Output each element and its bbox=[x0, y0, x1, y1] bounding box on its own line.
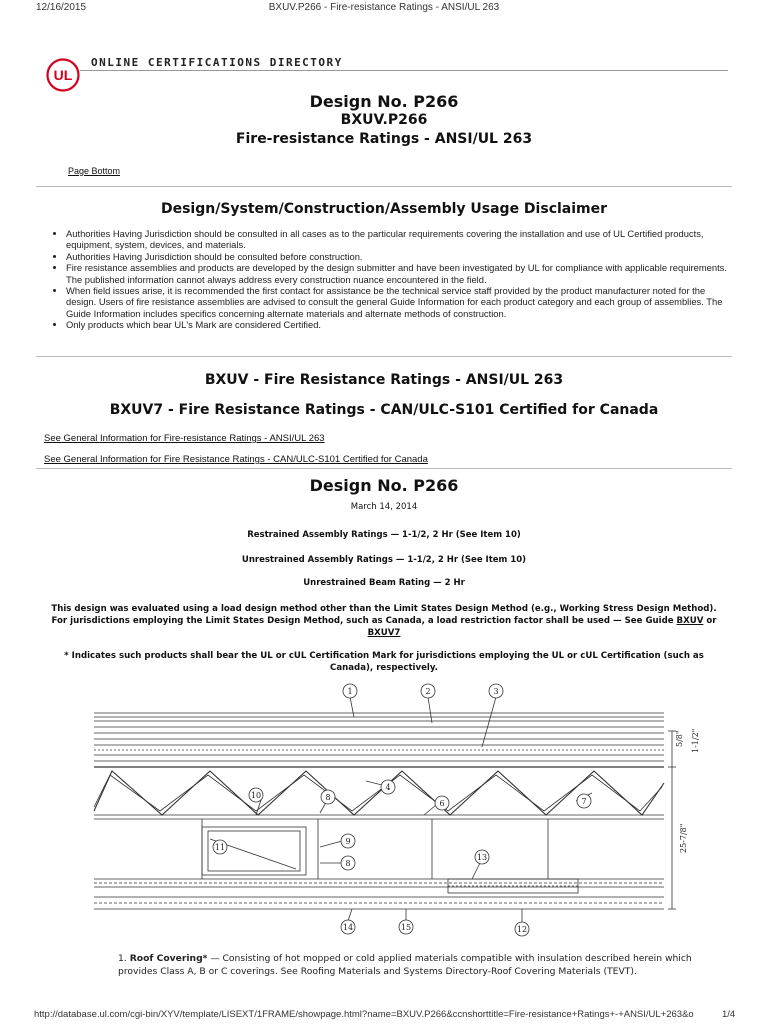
print-page-title: BXUV.P266 - Fire-resistance Ratings - ANSI/UL 263 bbox=[268, 2, 500, 13]
item-description: — Consisting of hot mopped or cold applied materials compatible with insulation described herein which provides Class A, B or C coverings. See Roofing Materials and Systems Directory-Roof Covering Materials (TEVT). bbox=[118, 953, 692, 977]
callout-label: 6 bbox=[439, 799, 445, 808]
item-number: 1. bbox=[118, 953, 127, 964]
disclaimer-item: • Authorities Having Jurisdiction should be consulted before construction. bbox=[66, 251, 738, 262]
unrestrained-rating: Unrestrained Assembly Ratings — 1-1/2, 2 Hr (See Item 10) bbox=[241, 555, 527, 565]
callout-label: 15 bbox=[400, 923, 412, 932]
ratings-subtitle: Fire-resistance Ratings - ANSI/UL 263 bbox=[235, 131, 533, 147]
callout-label: 4 bbox=[385, 783, 391, 792]
assembly-drawing bbox=[92, 683, 722, 943]
callout-label: 11 bbox=[214, 843, 226, 852]
callout-label: 9 bbox=[345, 837, 351, 846]
ul-logo-text: UL bbox=[53, 67, 73, 83]
page-title: Design No. P266 bbox=[309, 92, 459, 111]
item-name: Roof Covering* bbox=[129, 953, 208, 964]
print-url: http://database.ul.com/cgi-bin/XYV/template/LISEXT/1FRAME/showpage.html?name=BXUV.P266&ccnshorttitle=Fire-resistance+Ratings+-+ANSI/UL+263&o bbox=[34, 1009, 694, 1020]
dimension-label: 25-7/8" bbox=[679, 823, 688, 853]
category-heading-bxuv: BXUV - Fire Resistance Ratings - ANSI/UL 263 bbox=[204, 372, 564, 388]
disclaimer-item: • Only products which bear UL's Mark are considered Certified. bbox=[66, 319, 738, 330]
callout-label: 2 bbox=[425, 687, 431, 696]
dimension-label: 1-1/2" bbox=[691, 728, 700, 753]
or-text: or bbox=[706, 616, 717, 626]
design-title: Design No. P266 bbox=[309, 476, 459, 495]
disclaimer-item: • Fire resistance assemblies and products are developed by the design submitter and have been investigated by UL for compliance with applicable requirements. The published information cannot always address every construction nuance encountered in the field. bbox=[66, 262, 738, 285]
divider bbox=[36, 468, 732, 469]
design-code: BXUV.P266 bbox=[340, 112, 428, 128]
general-info-ansi-link[interactable]: See General Information for Fire-resistance Ratings - ANSI/UL 263 bbox=[44, 433, 325, 444]
callout-label: 3 bbox=[493, 687, 499, 696]
callout-label: 14 bbox=[342, 923, 354, 932]
callout-label: 1 bbox=[347, 687, 353, 696]
general-info-can-link[interactable]: See General Information for Fire Resistance Ratings - CAN/ULC-S101 Certified for Canada bbox=[44, 454, 428, 465]
beam-rating: Unrestrained Beam Rating — 2 Hr bbox=[303, 578, 465, 588]
callout-label: 13 bbox=[476, 853, 488, 862]
guide-bxuv-link[interactable]: BXUV bbox=[676, 616, 704, 626]
callout-label: 10 bbox=[250, 791, 262, 800]
disclaimer-item: • Authorities Having Jurisdiction should be consulted in all cases as to the particular requirements covering the installation and use of UL Certified products, equipment, system, devices, and materials. bbox=[66, 228, 738, 251]
disclaimer-title: Design/System/Construction/Assembly Usage Disclaimer bbox=[160, 201, 608, 217]
print-header bbox=[0, 0, 768, 16]
evaluation-note bbox=[50, 603, 718, 639]
ul-logo-icon[interactable] bbox=[46, 58, 80, 92]
page-number: 1/4 bbox=[722, 1009, 736, 1020]
callout-label: 8 bbox=[325, 793, 331, 802]
disclaimer-list bbox=[54, 228, 738, 331]
restrained-rating: Restrained Assembly Ratings — 1-1/2, 2 Hr (See Item 10) bbox=[247, 530, 521, 540]
evaluation-text: This design was evaluated using a load design method other than the Limit States Design Method (e.g., Working Stress Design Method). For jurisdictions employing the Limit States Design Method, such as Canada, a load restriction factor shall be used — See Guide bbox=[51, 604, 717, 626]
print-date: 12/16/2015 bbox=[36, 2, 87, 13]
site-title: ONLINE CERTIFICATIONS DIRECTORY bbox=[91, 56, 343, 69]
item-1 bbox=[118, 953, 718, 978]
divider bbox=[36, 356, 732, 357]
category-heading-bxuv7: BXUV7 - Fire Resistance Ratings - CAN/ULC-S101 Certified for Canada bbox=[109, 402, 659, 418]
callout-label: 12 bbox=[516, 925, 528, 934]
guide-bxuv7-link[interactable]: BXUV7 bbox=[367, 628, 401, 638]
divider bbox=[36, 186, 732, 187]
dimension-label: 5/8" bbox=[675, 730, 684, 747]
design-date: March 14, 2014 bbox=[350, 502, 418, 512]
page-bottom-link[interactable]: Page Bottom bbox=[68, 166, 121, 176]
divider bbox=[80, 70, 728, 71]
callout-label: 7 bbox=[581, 797, 587, 806]
print-footer bbox=[0, 1009, 768, 1024]
certification-mark-note: * Indicates such products shall bear the UL or cUL Certification Mark for jurisdictions employing the UL or cUL Certification (such as Canada), respectively. bbox=[64, 651, 704, 673]
disclaimer-item: • When field issues arise, it is recommended the first contact for assistance be the technical service staff provided by the product manufacturer noted for the design. Users of fire resistance assemblies are advised to consult the general Guide Information for each product category and each group of assemblies. The Guide Information includes specifics concerning alternate materials and alternate methods of construction. bbox=[66, 285, 738, 319]
callout-label: 8 bbox=[345, 859, 351, 868]
